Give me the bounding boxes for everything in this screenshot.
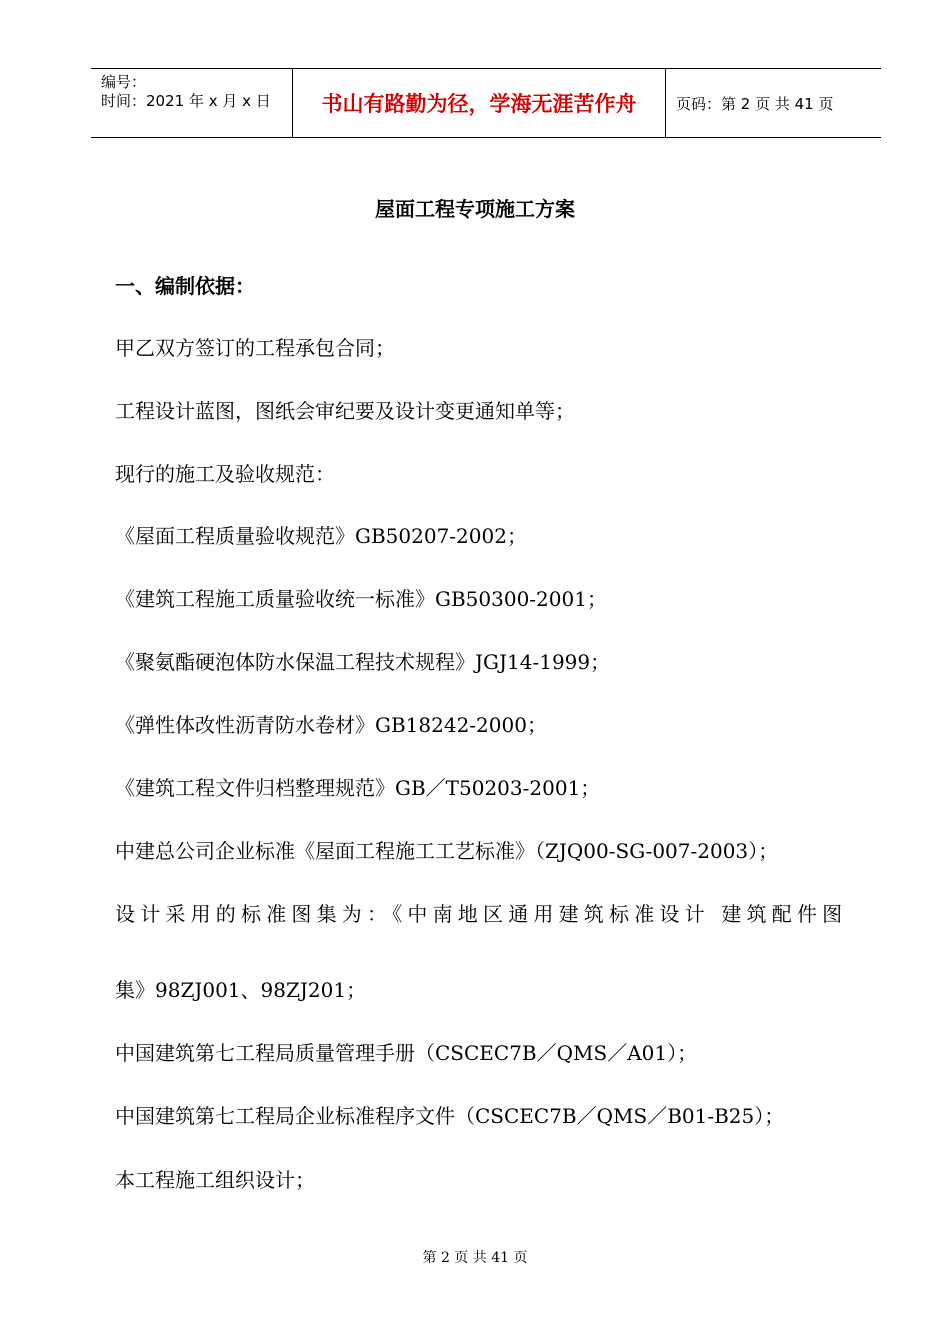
body-line: 《弹性体改性沥青防水卷材》GB18242-2000； [115, 713, 547, 737]
motto-cell [293, 69, 666, 137]
body-line: 《建筑工程文件归档整理规范》GB／T50203-2001； [115, 776, 601, 800]
body-line: 本工程施工组织设计； [115, 1168, 315, 1192]
body-line: 工程设计蓝图，图纸会审纪要及设计变更通知单等； [115, 399, 575, 423]
header-table [91, 68, 881, 138]
body-line: 设计采用的标准图集为：《中南地区通用建筑标准设计 建筑配件图 [115, 902, 848, 926]
body-line: 《聚氨酯硬泡体防水保温工程技术规程》JGJ14-1999； [115, 650, 611, 674]
body-line: 《屋面工程质量验收规范》GB50207-2002； [115, 524, 527, 548]
page-number-label: 页码：第 2 页 共 41 页 [676, 94, 834, 113]
page-number-cell [666, 69, 881, 137]
body-line: 现行的施工及验收规范： [115, 462, 335, 486]
time-label: 时间：2021 年 x 月 x 日 [101, 92, 271, 110]
page-footer: 第 2 页 共 41 页 [422, 1250, 528, 1266]
number-label: 编号： [101, 73, 147, 91]
header-info-cell [91, 69, 293, 137]
body-line: 《建筑工程施工质量验收统一标准》GB50300-2001； [115, 587, 607, 611]
section-heading: 一、编制依据： [115, 274, 255, 298]
motto-text: 书山有路勤为径，学海无涯苦作舟 [321, 91, 637, 116]
body-line: 中国建筑第七工程局企业标准程序文件（CSCEC7B／QMS／B01-B25）； [115, 1104, 785, 1128]
body-line: 中建总公司企业标准《屋面工程施工工艺标准》（ZJQ00-SG-007-2003）； [115, 839, 779, 863]
body-line: 中国建筑第七工程局质量管理手册（CSCEC7B／QMS／A01）； [115, 1041, 698, 1065]
document-title: 屋面工程专项施工方案 [375, 197, 575, 221]
body-line: 集》98ZJ001、98ZJ201； [115, 978, 367, 1002]
body-line: 甲乙双方签订的工程承包合同； [115, 336, 395, 360]
